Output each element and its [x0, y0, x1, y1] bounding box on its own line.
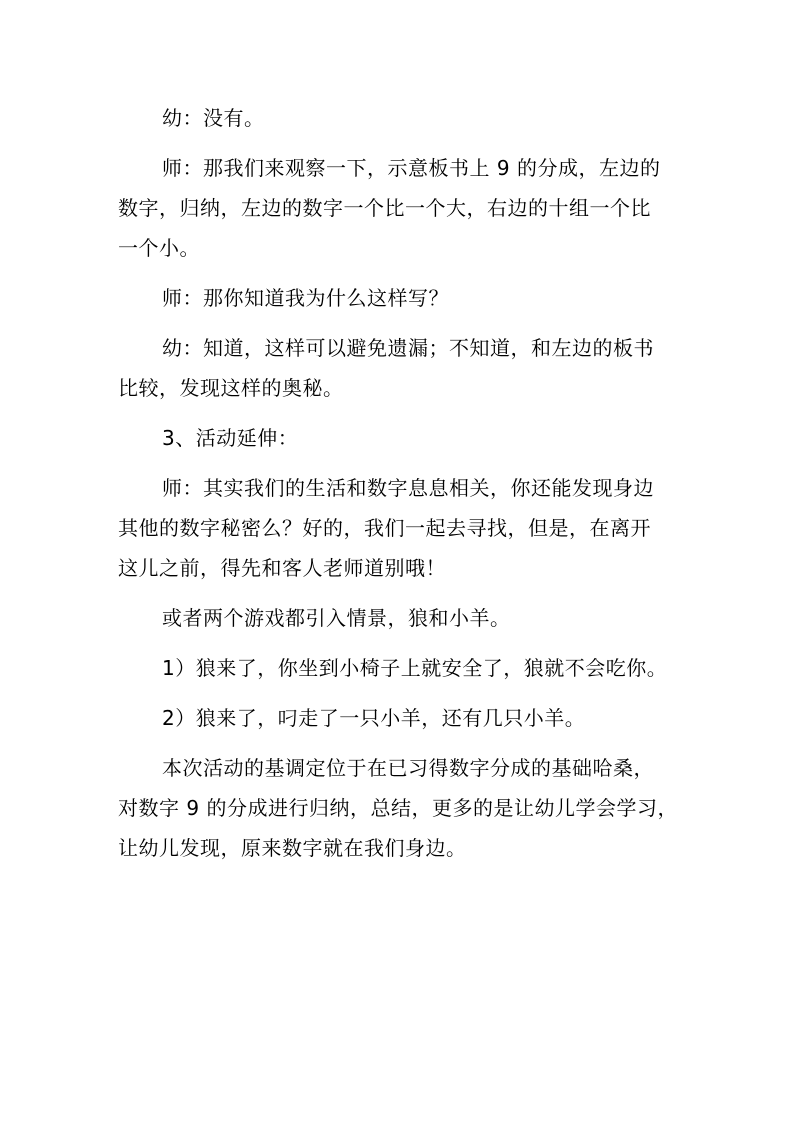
paragraph-6-line-1: 师：其实我们的生活和数字息息相关，你还能发现身边 — [162, 476, 654, 500]
paragraph-10-line-1: 本次活动的基调定位于在已习得数字分成的基础哈桑， — [162, 756, 654, 780]
paragraph-4-line-2: 比较，发现这样的奥秘。 — [118, 376, 344, 400]
paragraph-6-line-3: 这儿之前，得先和客人老师道别哦！ — [118, 556, 446, 580]
paragraph-2-line-1: 师：那我们来观察一下，示意板书上 9 的分成，左边的 — [162, 156, 661, 180]
section-heading-activity-extension: 3、活动延伸： — [162, 426, 299, 450]
paragraph-3-line-1: 师：那你知道我为什么这样写？ — [162, 286, 449, 310]
paragraph-10-line-3: 让幼儿发现，原来数字就在我们身边。 — [118, 836, 467, 860]
paragraph-10-line-2: 对数字 9 的分成进行归纳，总结，更多的是让幼儿学会学习， — [118, 796, 678, 820]
paragraph-4-line-1: 幼：知道，这样可以避免遗漏；不知道，和左边的板书 — [162, 336, 654, 360]
document-body — [118, 98, 698, 868]
list-item-1: 1）狼来了，你坐到小椅子上就安全了，狼就不会吃你。 — [162, 656, 668, 680]
paragraph-2-line-3: 一个小。 — [118, 236, 200, 260]
paragraph-7-line-1: 或者两个游戏都引入情景，狼和小羊。 — [162, 606, 511, 630]
list-item-2: 2）狼来了，叼走了一只小羊，还有几只小羊。 — [162, 706, 586, 730]
paragraph-6-line-2: 其他的数字秘密么？好的，我们一起去寻找，但是，在离开 — [118, 516, 651, 540]
paragraph-2-line-2: 数字，归纳，左边的数字一个比一个大，右边的十组一个比 — [118, 196, 651, 220]
paragraph-1-line-1: 幼：没有。 — [162, 106, 265, 130]
